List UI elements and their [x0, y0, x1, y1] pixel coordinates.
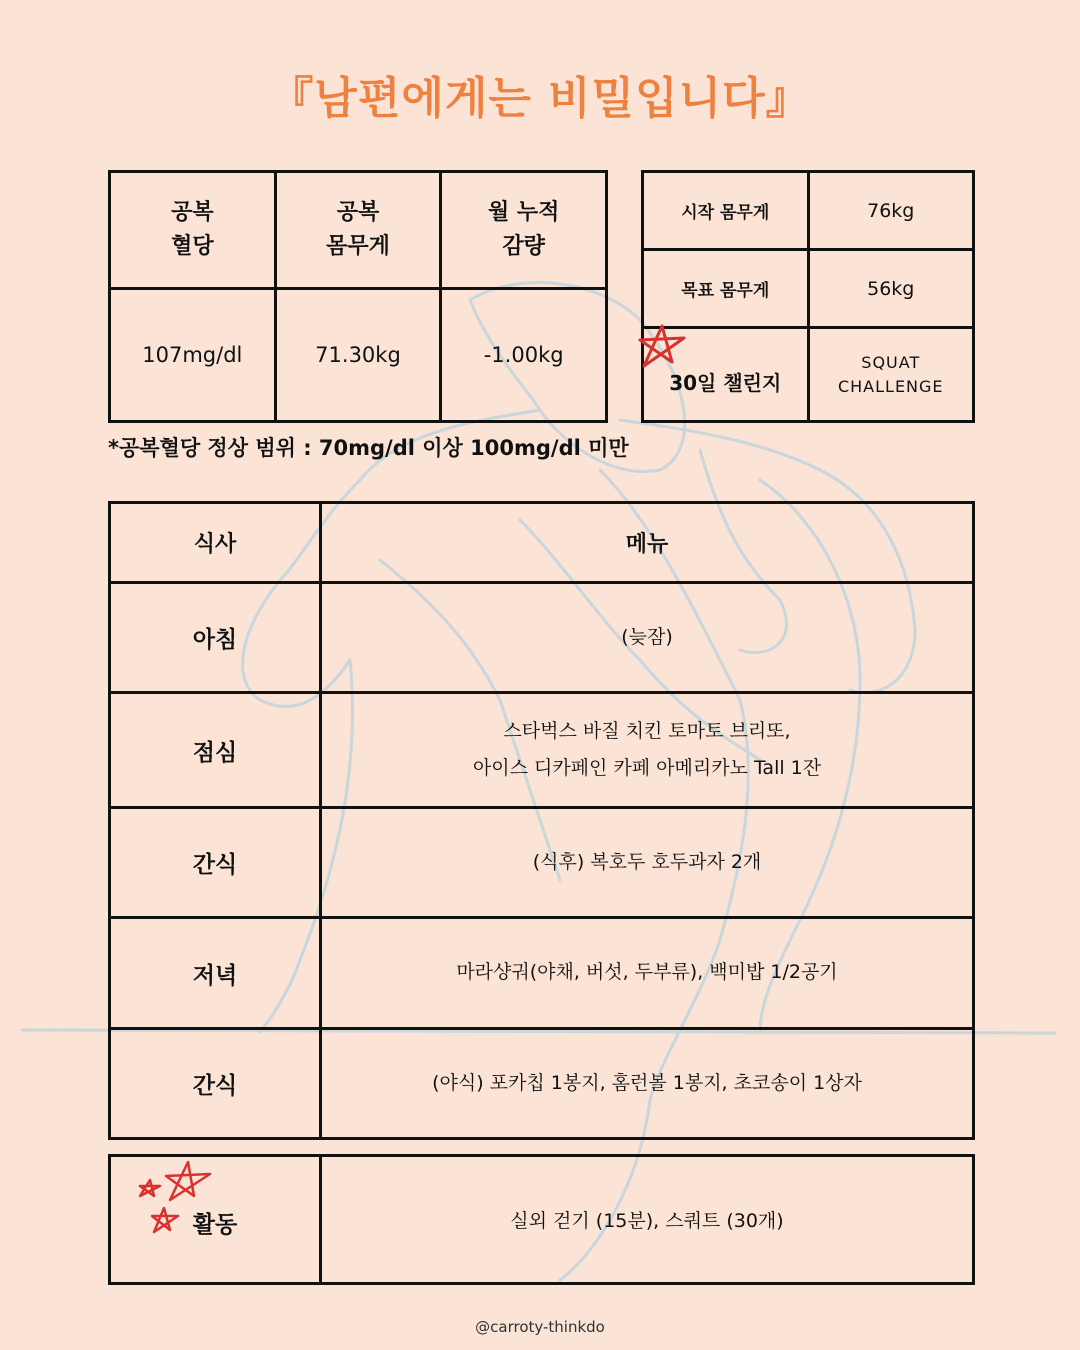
table-row — [110, 1029, 974, 1139]
glucose-range-note: *공복혈당 정상 범위 : 70mg/dl 이상 100mg/dl 미만 — [108, 436, 629, 460]
start-weight-label: 시작 몸무게 — [643, 172, 809, 250]
goal-row — [643, 172, 974, 250]
table-row — [110, 583, 974, 693]
monthly-loss-header — [441, 172, 607, 289]
meal-menu: (늦잠) — [321, 583, 974, 693]
footer-handle: @carroty-thinkdo — [475, 1318, 605, 1336]
meal-name: 저녁 — [110, 918, 321, 1029]
stats-value-row — [110, 289, 607, 422]
monthly-loss-value: -1.00kg — [441, 289, 607, 422]
meal-menu — [321, 693, 974, 808]
meal-column-header: 식사 — [110, 503, 321, 583]
challenge-label: 30일 챌린지 — [643, 328, 809, 422]
meal-name: 점심 — [110, 693, 321, 808]
start-weight-value: 76kg — [808, 172, 974, 250]
challenge-value — [808, 328, 974, 422]
goal-row — [643, 250, 974, 328]
star-icon — [136, 1156, 216, 1236]
star-icon — [636, 322, 688, 372]
activity-row — [110, 1156, 974, 1284]
monthly-loss-header-text: 월 누적 감량 — [487, 199, 560, 259]
page-title: 『남편에게는 비밀입니다』 — [269, 73, 811, 124]
fasting-glucose-value: 107mg/dl — [110, 289, 276, 422]
meal-name: 아침 — [110, 583, 321, 693]
target-weight-value: 56kg — [808, 250, 974, 328]
meal-name: 간식 — [110, 808, 321, 918]
target-weight-label: 목표 몸무게 — [643, 250, 809, 328]
table-row — [110, 918, 974, 1029]
fasting-weight-header-text: 공복 몸무게 — [326, 199, 390, 259]
meal-menu: (야식) 포카칩 1봉지, 홈런볼 1봉지, 초코송이 1상자 — [321, 1029, 974, 1139]
meal-table — [108, 501, 975, 1140]
fasting-glucose-header-text: 공복 혈당 — [171, 199, 214, 259]
meal-menu: (식후) 복호두 호두과자 2개 — [321, 808, 974, 918]
stats-header-row — [110, 172, 607, 289]
meal-table-header — [110, 503, 974, 583]
meal-menu-text: 스타벅스 바질 치킨 토마토 브리또, 아이스 디카페인 카페 아메리카노 Tall 1잔 — [472, 719, 822, 779]
table-row — [110, 808, 974, 918]
activity-value: 실외 걷기 (15분), 스쿼트 (30개) — [321, 1156, 974, 1284]
meal-menu: 마라샹궈(야채, 버섯, 두부류), 백미밥 1/2공기 — [321, 918, 974, 1029]
fasting-weight-header — [275, 172, 441, 289]
menu-column-header: 메뉴 — [321, 503, 974, 583]
activity-table — [108, 1154, 975, 1285]
goal-row — [643, 328, 974, 422]
table-row — [110, 693, 974, 808]
meal-name: 간식 — [110, 1029, 321, 1139]
goals-table — [641, 170, 975, 423]
fasting-weight-value: 71.30kg — [275, 289, 441, 422]
activity-label: 활동 — [110, 1156, 321, 1284]
fasting-glucose-header — [110, 172, 276, 289]
challenge-value-text: SQUAT CHALLENGE — [837, 352, 944, 396]
stats-table — [108, 170, 608, 423]
